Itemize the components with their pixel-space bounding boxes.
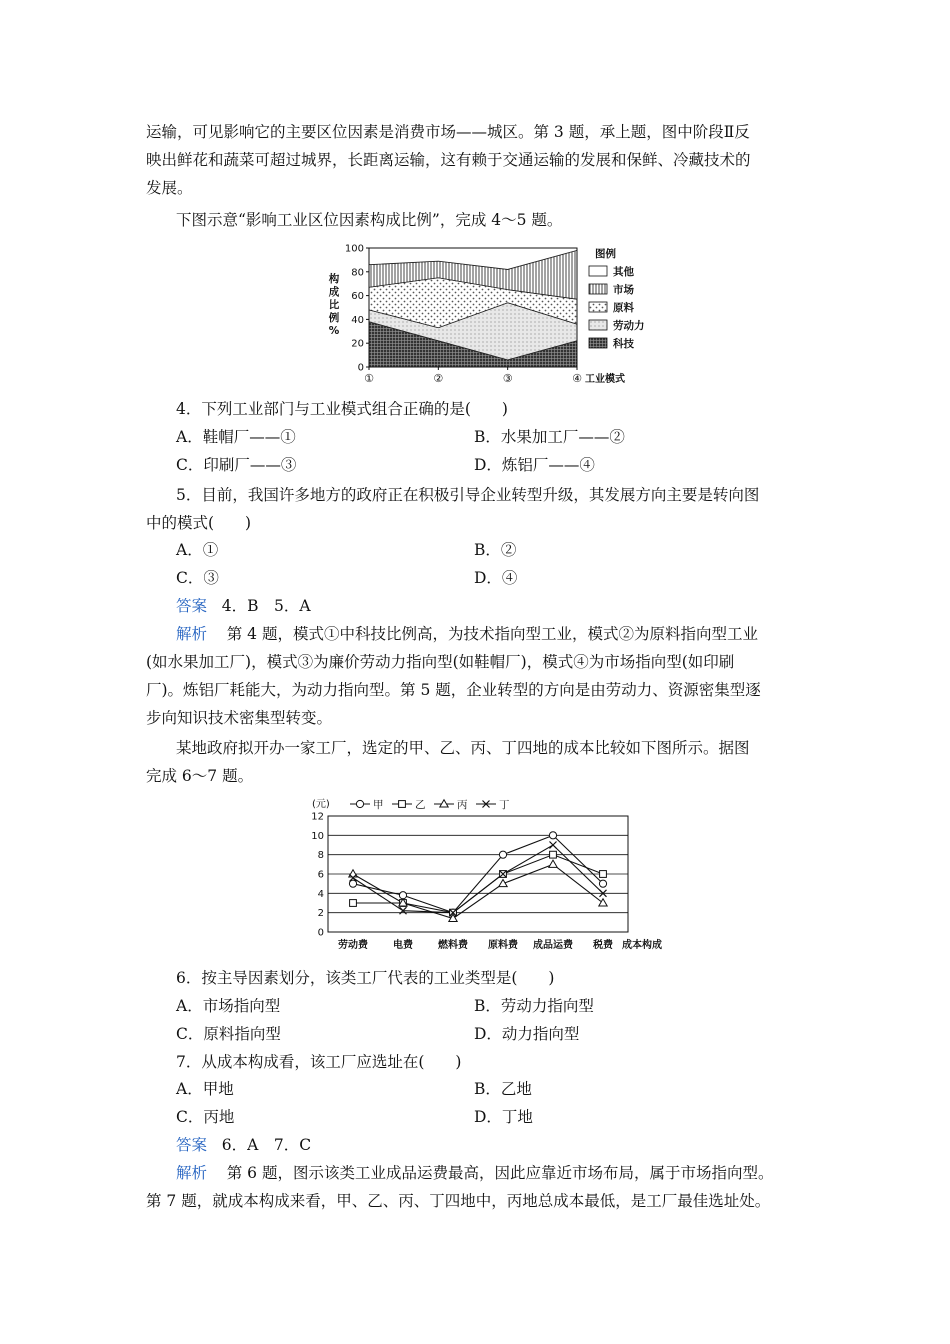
- legend-label-科技: 科技: [613, 338, 634, 350]
- y-tick-label: 0: [317, 927, 324, 939]
- q7-option-d[interactable]: D．丁地: [474, 1108, 533, 1126]
- y-tick-label: 12: [311, 811, 324, 823]
- intro-line-3: 发展。: [146, 179, 193, 197]
- y-tick-label: 8: [317, 850, 324, 862]
- answer-block-1: [176, 592, 311, 620]
- y-axis-label-char: 例: [328, 312, 340, 324]
- q5-option-b[interactable]: B．②: [474, 541, 517, 559]
- x-tick-label: 税费: [593, 940, 613, 951]
- legend-marker-丙: [440, 800, 448, 807]
- q4-option-c[interactable]: C．印刷厂——③: [176, 456, 297, 474]
- legend-label-市场: 市场: [613, 284, 634, 296]
- q5-option-d[interactable]: D．④: [474, 569, 518, 587]
- y-tick-label: 6: [317, 869, 324, 881]
- x-tick-label: ④: [572, 372, 582, 385]
- q6-option-a[interactable]: A．市场指向型: [176, 997, 281, 1015]
- legend-swatch-市场: [589, 284, 607, 294]
- legend-label-乙: 乙: [415, 799, 426, 811]
- legend-label-丙: 丙: [457, 799, 468, 811]
- y-tick-label: 40: [351, 314, 364, 326]
- legend-marker-乙: [399, 801, 406, 808]
- x-tick-label: 劳动费: [338, 940, 368, 951]
- q6-stem: 6．按主导因素划分，该类工厂代表的工业类型是( ): [176, 969, 555, 987]
- y-tick-label: 0: [357, 362, 364, 374]
- x-tick-label: 成品运费: [533, 940, 573, 951]
- series-line-丁: [353, 845, 603, 913]
- y-axis-label-char: 比: [328, 299, 340, 311]
- q4-option-d[interactable]: D．炼铝厂——④: [474, 456, 595, 474]
- x-tick-label: 电费: [393, 940, 413, 951]
- point-甲: [549, 832, 556, 839]
- cost-comparison-chart: [308, 796, 676, 956]
- point-乙: [350, 900, 357, 907]
- x-tick-label: ③: [502, 372, 513, 385]
- analysis-line-3: 厂)。炼铝厂耗能大，为动力指向型。第 5 题，企业转型的方向是由劳动力、资源密集型逐: [146, 681, 761, 699]
- y-tick-label: 80: [351, 267, 364, 279]
- analysis-label: 解析: [176, 625, 208, 643]
- stem-6-7-line-1: 某地政府拟开办一家工厂，选定的甲、乙、丙、丁四地的成本比较如下图所示。据图: [176, 739, 750, 757]
- q4-option-b[interactable]: B．水果加工厂——②: [474, 428, 625, 446]
- y-axis-label-char: 构: [328, 273, 340, 285]
- point-丙: [349, 870, 357, 877]
- area-layers: [369, 248, 577, 367]
- intro-line-1: 运输，可见影响它的主要区位因素是消费市场——城区。第 3 题，承上题，图中阶段Ⅱ反: [146, 123, 750, 141]
- legend-label-甲: 甲: [373, 799, 384, 811]
- y-tick-label: 4: [317, 888, 324, 900]
- x-tick-label: ①: [364, 372, 374, 385]
- y-unit-label: (元): [312, 799, 330, 810]
- q6-option-c[interactable]: C．原料指向型: [176, 1025, 281, 1043]
- q5-option-a[interactable]: A．①: [176, 541, 219, 559]
- legend-swatch-科技: [589, 338, 607, 348]
- factor-ratio-chart: [325, 240, 655, 388]
- series-lines: [349, 832, 607, 922]
- point-甲: [399, 892, 406, 899]
- answer-text: 4．B 5．A: [221, 597, 311, 615]
- y-tick-label: 2: [317, 908, 324, 920]
- stem-4-5: 下图示意“影响工业区位因素构成比例”，完成 4～5 题。: [176, 211, 563, 229]
- x-tick-label: 燃料费: [438, 940, 468, 951]
- legend-label-其他: 其他: [613, 266, 634, 278]
- point-丙: [599, 899, 607, 906]
- series-line-丙: [353, 864, 603, 918]
- y-tick-label: 20: [351, 338, 364, 350]
- q7-stem: 7．从成本构成看，该工厂应选址在( ): [176, 1053, 462, 1071]
- legend-marker-甲: [356, 800, 363, 807]
- stem-6-7-line-2: 完成 6～7 题。: [146, 767, 254, 785]
- point-甲: [599, 880, 606, 887]
- answer-label: 答案: [176, 597, 208, 615]
- answer-block-2: [176, 1131, 311, 1159]
- y-axis-label: [329, 272, 340, 337]
- analysis-line-4: 步向知识技术密集型转变。: [146, 709, 333, 727]
- x-axis-label: 成本构成: [622, 940, 662, 951]
- legend: [350, 799, 510, 811]
- q5-option-c[interactable]: C．③: [176, 569, 219, 587]
- y-axis-label-char: 成: [328, 286, 340, 298]
- point-乙: [550, 851, 557, 858]
- answer-text: 6．A 7．C: [221, 1136, 312, 1154]
- y-tick-label: 10: [311, 830, 324, 842]
- analysis-line-2: (如水果加工厂)，模式③为廉价劳动力指向型(如鞋帽厂)，模式④为市场指向型(如印刷: [146, 653, 735, 671]
- point-甲: [499, 851, 506, 858]
- legend-swatch-其他: [589, 266, 607, 276]
- legend-label-丁: 丁: [499, 799, 510, 811]
- y-tick-label: 100: [344, 243, 364, 255]
- q7-option-a[interactable]: A．甲地: [176, 1080, 234, 1098]
- q4-stem: 4．下列工业部门与工业模式组合正确的是( ): [176, 400, 508, 418]
- x-tick-label: ②: [433, 372, 444, 385]
- axis-labels: [312, 798, 662, 951]
- legend-label-劳动力: 劳动力: [613, 320, 645, 332]
- legend-title: 图例: [595, 248, 616, 260]
- q4-option-a[interactable]: A．鞋帽厂——①: [176, 428, 296, 446]
- grid: [311, 812, 628, 939]
- analysis-block-2: [176, 1159, 773, 1187]
- analysis-line-1: 第 4 题，模式①中科技比例高，为技术指向型工业，模式②为原料指向型工业: [226, 625, 758, 643]
- q6-option-d[interactable]: D．动力指向型: [474, 1025, 580, 1043]
- x-axis-label: 工业模式: [585, 374, 625, 385]
- legend-swatch-原料: [589, 302, 607, 312]
- analysis-line-2: 第 7 题，就成本构成来看，甲、乙、丙、丁四地中，丙地总成本最低，是工厂最佳选址处。: [146, 1192, 771, 1210]
- legend-label-原料: 原料: [613, 302, 634, 314]
- point-丁: [550, 842, 557, 849]
- q5-stem-line-2: 中的模式( ): [146, 514, 252, 532]
- q7-option-c[interactable]: C．丙地: [176, 1108, 235, 1126]
- analysis-label: 解析: [176, 1164, 208, 1182]
- analysis-line-1: 第 6 题，图示该类工业成品运费最高，因此应靠近市场布局，属于市场指向型。: [226, 1164, 774, 1182]
- legend-swatch-劳动力: [589, 320, 607, 330]
- y-tick-label: 60: [351, 291, 364, 303]
- point-丙: [549, 860, 557, 867]
- q5-stem-line-1: 5．目前，我国许多地方的政府正在积极引导企业转型升级，其发展方向主要是转向图: [176, 486, 760, 504]
- answer-label: 答案: [176, 1136, 208, 1154]
- analysis-block-1: [176, 620, 758, 648]
- q6-option-b[interactable]: B．劳动力指向型: [474, 997, 594, 1015]
- legend: [589, 247, 645, 350]
- point-乙: [600, 871, 607, 878]
- x-tick-label: 原料费: [488, 940, 518, 951]
- intro-line-2: 映出鲜花和蔬菜可超过城界，长距离运输，这有赖于交通运输的发展和保鲜、冷藏技术的: [146, 151, 751, 169]
- q7-option-b[interactable]: B．乙地: [474, 1080, 532, 1098]
- y-axis-label-char: %: [328, 325, 340, 337]
